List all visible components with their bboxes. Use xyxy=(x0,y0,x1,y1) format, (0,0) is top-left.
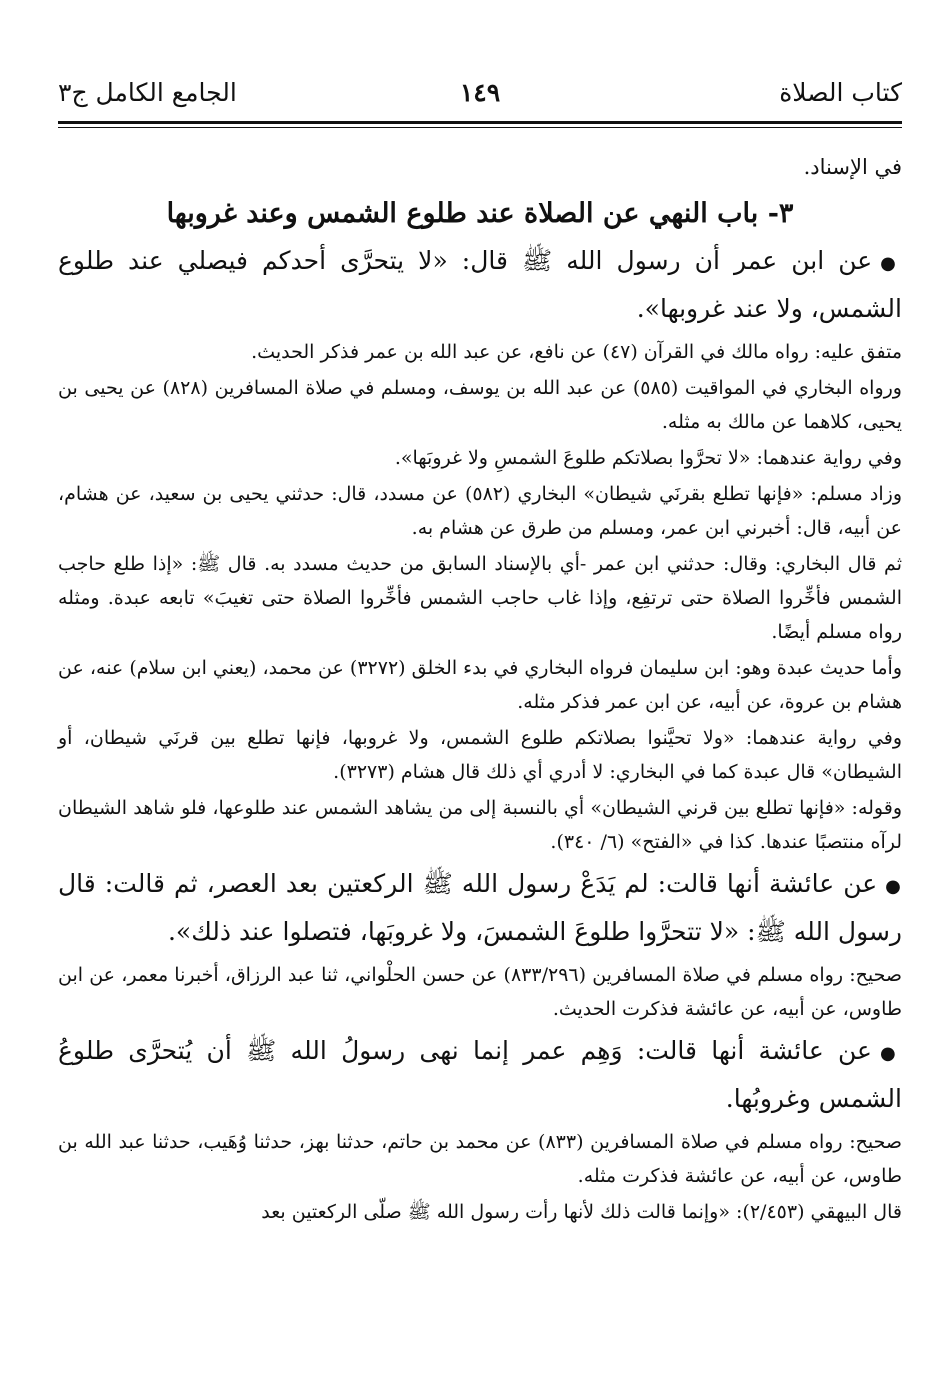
hadith-paragraph xyxy=(58,238,902,331)
commentary-paragraph xyxy=(58,441,902,475)
paragraph-text: وأما حديث عبدة وهو: ابن سليمان فرواه البخاري في بدء الخلق (٣٢٧٢) عن محمد، (يعني ابن سلام) عنه، عن هشام بن عروة، عن أبيه، عن ابن عمر فذكر مثله. xyxy=(58,657,902,713)
book-section-title: كتاب الصلاة xyxy=(779,78,902,107)
commentary-paragraph xyxy=(58,958,902,1026)
paragraph-text: وفي رواية عندهما: «لا تحرَّوا بصلاتكم طلوعَ الشمسِ ولا غروبَها». xyxy=(394,447,902,469)
paragraph-text: عن عائشة أنها قالت: وَهِم عمر إنما نهى رسولُ الله ﷺ أن يُتحرَّى طلوعُ الشمس وغروبُها. xyxy=(58,1036,902,1113)
commentary-paragraph xyxy=(58,721,902,789)
paragraph-text: ثم قال البخاري: وقال: حدثني ابن عمر -أي بالإسناد السابق من حديث مسدد به. قال ﷺ: «إذا طلع حاجب الشمس فأخِّروا الصلاة حتى ترتفِع، وإذا غاب حاجب الشمس فأخِّروا الصلاة حتى تغيبَ» تابعه عبدة. ومثله رواه مسلم أيضًا. xyxy=(58,553,902,643)
paragraph-text: ٣- باب النهي عن الصلاة عند طلوع الشمس وعند غروبها xyxy=(166,198,794,229)
commentary-paragraph xyxy=(58,651,902,719)
paragraph-text: وفي رواية عندهما: «ولا تحيَّنوا بصلاتكم طلوع الشمس، ولا غروبها، فإنها تطلع بين قرنَي شيطان، أو الشيطان» قال عبدة كما في البخاري: لا أدري أي ذلك قال هشام (٣٢٧٣). xyxy=(58,727,902,783)
book-title: الجامع الكامل ج٣ xyxy=(58,78,237,107)
bullet-icon: ● xyxy=(885,876,902,897)
chapter-heading xyxy=(58,192,902,236)
bullet-icon: ● xyxy=(880,253,902,274)
commentary-paragraph xyxy=(58,371,902,439)
commentary-paragraph xyxy=(58,1195,902,1229)
paragraph-text: صحيح: رواه مسلم في صلاة المسافرين (٨٣٣/٢٩٦) عن حسن الحلْواني، ثنا عبد الرزاق، أخبرنا معمر، عن ابن طاوس، عن أبيه، عن عائشة فذكرت الحديث. xyxy=(58,964,902,1020)
header-rule-thin xyxy=(58,127,902,128)
paragraph-text: قال البيهقي (٢/٤٥٣): «وإنما قالت ذلك لأنها رأت رسول الله ﷺ صلّى الركعتين بعد xyxy=(261,1201,902,1223)
paragraph-text: وزاد مسلم: «فإنها تطلع بقرنَي شيطان» البخاري (٥٨٢) عن مسدد، قال: حدثني يحيى بن سعيد، عن هشام، عن أبيه، قال: أخبرني ابن عمر، ومسلم من طرق عن هشام به. xyxy=(58,483,902,539)
commentary-paragraph xyxy=(58,547,902,649)
commentary-paragraph xyxy=(58,1125,902,1193)
commentary-paragraph xyxy=(58,791,902,859)
paragraph-text: عن عائشة أنها قالت: لم يَدَعْ رسول الله ﷺ الركعتين بعد العصر، ثم قالت: قال رسول الله ﷺ: «لا تتحرَّوا طلوعَ الشمسَ، ولا غروبَها، فتصلوا عند ذلك». xyxy=(58,869,902,946)
paragraph-text: في الإسناد. xyxy=(803,155,902,179)
page-number: ١٤٩ xyxy=(459,78,501,107)
continuation-text xyxy=(58,148,902,186)
hadith-paragraph xyxy=(58,861,902,954)
commentary-paragraph xyxy=(58,477,902,545)
paragraph-text: وقوله: «فإنها تطلع بين قرني الشيطان» أي بالنسبة إلى من يشاهد الشمس عند طلوعها، فلو شاهد الشيطان لرآه منتصبًا عندها. كذا في «الفتح» (٦/ ٣٤٠). xyxy=(58,797,902,853)
paragraph-text: عن ابن عمر أن رسول الله ﷺ قال: «لا يتحرَّى أحدكم فيصلي عند طلوع الشمس، ولا عند غروبها». xyxy=(58,246,902,323)
hadith-paragraph xyxy=(58,1028,902,1121)
page-body xyxy=(58,148,902,1231)
paragraph-text: صحيح: رواه مسلم في صلاة المسافرين (٨٣٣) عن محمد بن حاتم، حدثنا بهز، حدثنا وُهَيب، حدثنا عبد الله بن طاوس، عن أبيه، عن عائشة فذكرت مثله. xyxy=(58,1131,902,1187)
page-header xyxy=(58,78,902,118)
header-rule-thick xyxy=(58,121,902,124)
commentary-paragraph xyxy=(58,335,902,369)
paragraph-text: متفق عليه: رواه مالك في القرآن (٤٧) عن نافع، عن عبد الله بن عمر فذكر الحديث. xyxy=(251,341,902,363)
bullet-icon: ● xyxy=(879,1043,902,1064)
paragraph-text: ورواه البخاري في المواقيت (٥٨٥) عن عبد الله بن يوسف، ومسلم في صلاة المسافرين (٨٢٨) عن يحيى بن يحيى، كلاهما عن مالك به مثله. xyxy=(58,377,902,433)
